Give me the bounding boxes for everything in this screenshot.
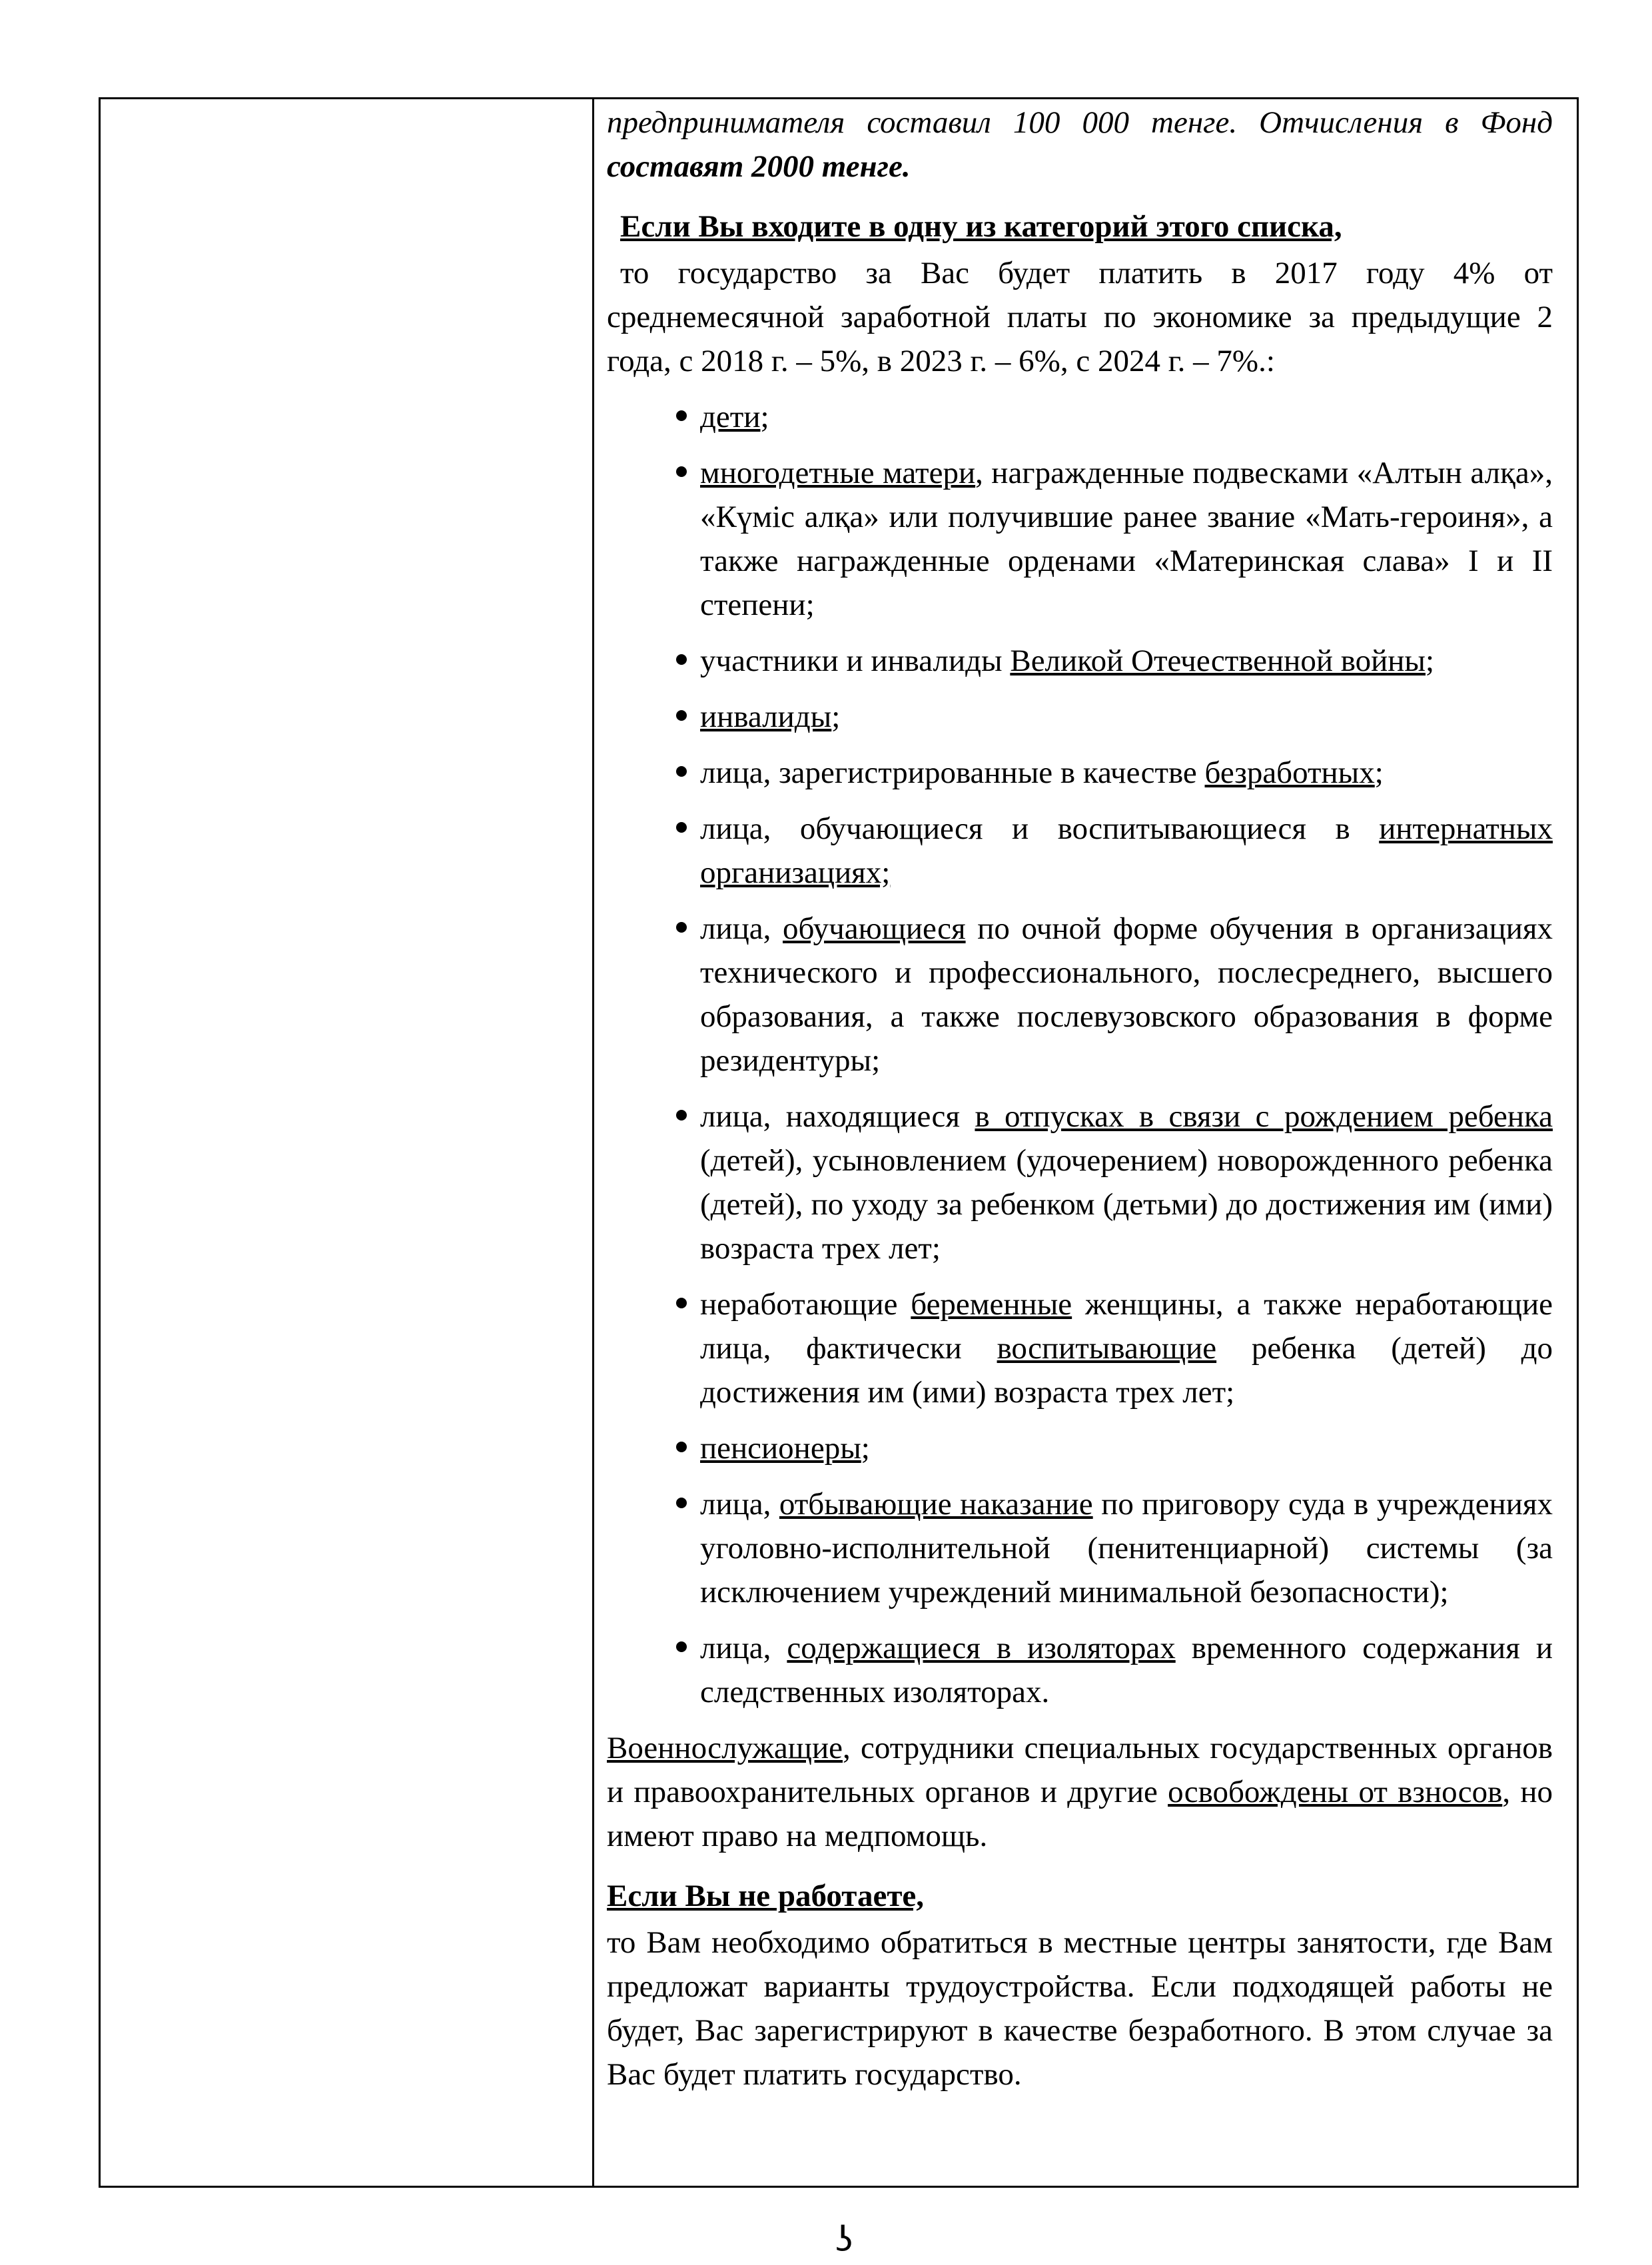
list-item: лица, отбывающие наказание по приговору суда в учреждениях уголовно-исполнительной (пенитенциарной) системы (за исключением учреждений минимальной безопасности); — [673, 1482, 1553, 1614]
bullet-icon — [676, 410, 687, 421]
section1-intro — [607, 251, 1553, 383]
bullet-icon — [676, 1298, 687, 1308]
exemption-paragraph: Военнослужащие, сотрудники специальных государственных органов и правоохранительных органов и другие освобождены от взносов, но имеют право на медпомощь. — [607, 1731, 1553, 1853]
bullet-icon — [676, 1442, 687, 1452]
section2-heading: Если Вы не работаете, — [607, 1879, 925, 1913]
page-number-mark: ʖ — [835, 2220, 853, 2260]
bullet-icon — [676, 710, 687, 721]
top-paragraph — [607, 101, 1553, 189]
column-divider — [592, 99, 594, 2186]
list-item: лица, содержащиеся в изоляторах временного содержания и следственных изоляторах. — [673, 1626, 1553, 1714]
bullet-icon — [676, 822, 687, 833]
bullet-icon — [676, 1641, 687, 1652]
right-column-content — [607, 99, 1553, 2096]
top-paragraph-bold: составят 2000 тенге. — [607, 149, 911, 184]
top-paragraph-line1: предпринимателя составил 100 000 тенге. Отчисления в Фонд — [607, 105, 1553, 140]
list-item: лица, обучающиеся и воспитывающиеся в интернатных организациях; — [673, 807, 1553, 895]
section1-heading: Если Вы входите в одну из категорий этого списка, — [620, 209, 1342, 244]
list-item: лица, обучающиеся по очной форме обучения в организациях технического и профессионального, послесреднего, высшего образования, а также послевузовского образования в форме резидентуры; — [673, 907, 1553, 1083]
list-item: лица, зарегистрированные в качестве безработных; — [673, 751, 1553, 795]
section2-text: то Вам необходимо обратиться в местные центры занятости, где Вам предложат варианты трудоустройства. Если подходящей работы не будет, Вас зарегистрируют в качестве безработного. В этом случае за Вас будет платить государство. — [607, 1925, 1553, 2092]
list-item: участники и инвалиды Великой Отечественной войны; — [673, 639, 1553, 683]
document-table — [99, 97, 1579, 2188]
list-item: пенсионеры; — [673, 1426, 1553, 1470]
bullet-icon — [676, 654, 687, 665]
categories-list — [607, 395, 1553, 1714]
bullet-icon — [676, 922, 687, 933]
list-item: дети; — [673, 395, 1553, 439]
list-item: инвалиды; — [673, 695, 1553, 739]
bullet-icon — [676, 466, 687, 477]
bullet-icon — [676, 766, 687, 777]
section1-intro-text: то государство за Вас будет платить в 2017 году 4% от среднемесячной заработной платы по экономике за предыдущие 2 года, с 2018 г. – 5%, в 2023 г. – 6%, с 2024 г. – 7%.: — [607, 256, 1553, 378]
bullet-icon — [676, 1498, 687, 1508]
bullet-icon — [676, 1110, 687, 1121]
list-item: лица, находящиеся в отпусках в связи с рождением ребенка (детей), усыновлением (удочерением) новорожденного ребенка (детей), по уходу за ребенком (детьми) до достижения им (ими) возраста трех лет; — [673, 1095, 1553, 1270]
list-item: неработающие беременные женщины, а также неработающие лица, фактически воспитывающие ребенка (детей) до достижения им (ими) возраста трех лет; — [673, 1282, 1553, 1414]
list-item: многодетные матери, награжденные подвесками «Алтын алқа», «Күміс алқа» или получившие ранее звание «Мать-героиня», а также награжденные орденами «Материнская слава» I и II степени; — [673, 451, 1553, 627]
